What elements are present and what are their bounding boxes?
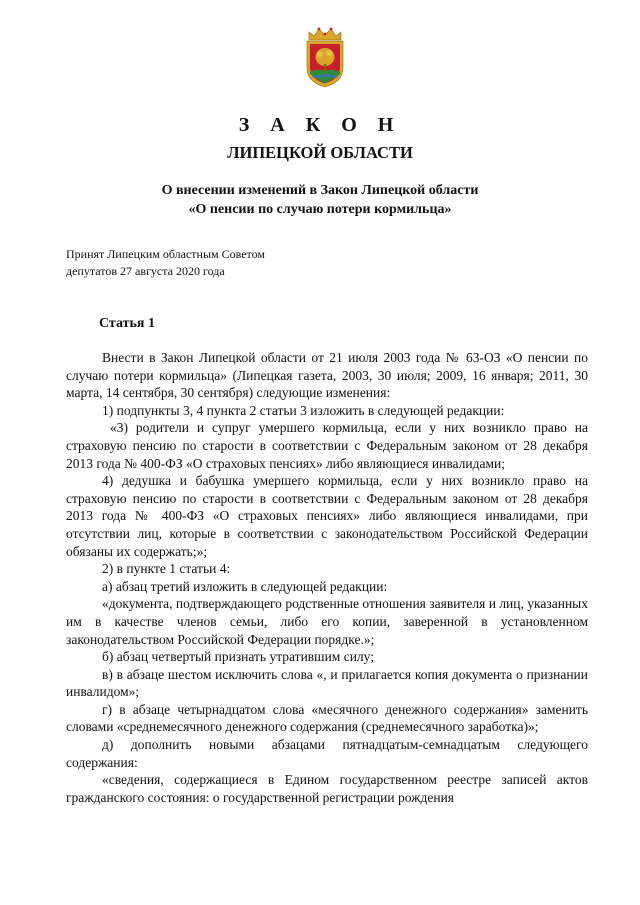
adoption-line: Принят Липецким областным Советом [66, 247, 265, 261]
law-subject-line: О внесении изменений в Закон Липецкой области [161, 183, 479, 198]
paragraph: а) абзац третий изложить в следующей редакции: [102, 578, 388, 594]
paragraph: 1) подпункты 3, 4 пункта 2 статьи 3 изложить в следующей редакции: [102, 402, 505, 418]
law-subject-line: «О пенсии по случаю потери кормильца» [188, 202, 452, 217]
paragraph: «3) родители и супруг умершего кормильца, если у них возникло право на страховую пенсию по старости в соответствии с Федеральным законом от 28 декабря 2013 года № 400-ФЗ «О страховых пенсиях» либо являющиеся инвалидами; [66, 420, 588, 471]
paragraph: 4) дедушка и бабушка умершего кормильца, если у них возникло право на страховую пенсию по старости в соответствии с Федеральным законом от 28 декабря 2013 года № 400-ФЗ «О страховых пенсиях» либо являющиеся инвалидами, при отсутствии лиц, которые в соответствии с законодательством Российской Федерации обязаны их содержать;»; [66, 473, 588, 559]
law-title: З А К О Н [238, 114, 402, 136]
paragraph: «документа, подтверждающего родственные отношения заявителя и лиц, указанных им в качестве членов семьи, либо его копии, заверенной в установленном законодательством Российской Федерации порядке.»; [66, 596, 588, 647]
paragraph: д) дополнить новыми абзацами пятнадцатым-семнадцатым следующего содержания: [66, 737, 588, 770]
paragraph: в) в абзаце шестом исключить слова «, и прилагается копия документа о признании инвалидом»; [66, 666, 588, 700]
paragraph: «сведения, содержащиеся в Едином государственном реестре записей актов гражданского состояния: о государственной регистрации рождения [66, 772, 588, 805]
paragraph: г) в абзаце четырнадцатом слова «месячного денежного содержания» заменить словами «среднемесячного денежного содержания (среднемесячного заработка)»; [66, 701, 588, 735]
article-body [66, 349, 588, 806]
paragraph: Внести в Закон Липецкой области от 21 июля 2003 года № 63-ОЗ «О пенсии по случаю потери кормильца» (Липецкая газета, 2003, 30 июля; 2009, 16 января; 2011, 30 марта, 14 сентября, 30 сентября) следующие изменения: [66, 350, 588, 401]
paragraph: 2) в пункте 1 статьи 4: [102, 561, 231, 577]
adoption-note [66, 246, 265, 280]
adoption-line: депутатов 27 августа 2020 года [66, 264, 225, 278]
coat-of-arms-emblem [303, 26, 347, 88]
article-heading: Статья 1 [99, 316, 155, 331]
law-subject [0, 181, 640, 219]
region-title: ЛИПЕЦКОЙ ОБЛАСТИ [227, 143, 413, 162]
paragraph: б) абзац четвертый признать утратившим силу; [102, 649, 374, 665]
